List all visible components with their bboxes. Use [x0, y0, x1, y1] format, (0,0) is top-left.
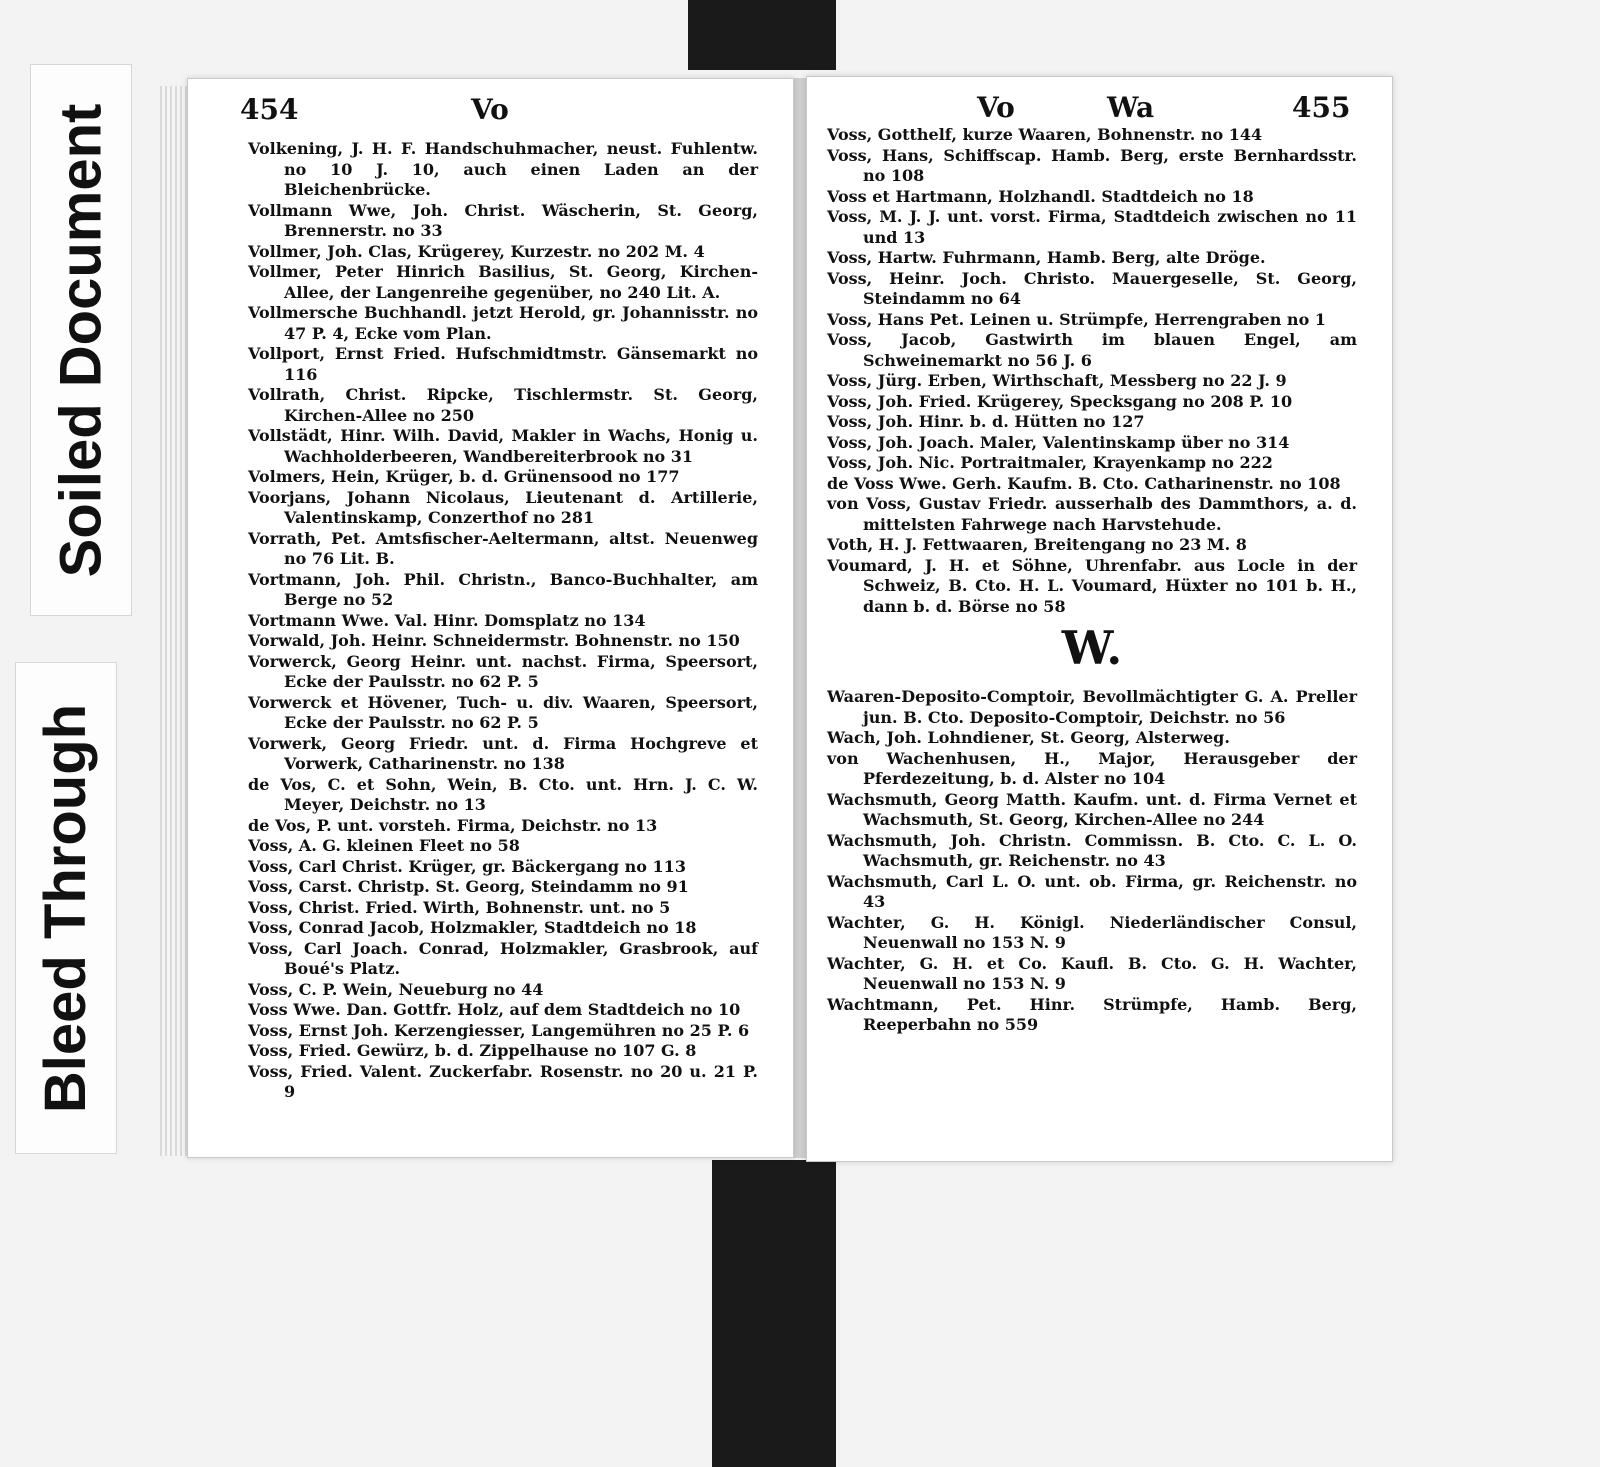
- directory-entry: Voss, Carl Christ. Krüger, gr. Bäckergang no 113: [248, 856, 686, 876]
- directory-entry: Wach, Joh. Lohndiener, St. Georg, Alsterweg.: [827, 728, 1230, 747]
- directory-entry: Voss, Heinr. Joch. Christo. Mauergeselle, St. Georg, Steindamm no 64: [827, 268, 1357, 308]
- directory-entry: Voorjans, Johann Nicolaus, Lieutenant d. Artillerie, Valentinskamp, Conzerthof no 281: [248, 487, 758, 527]
- directory-entry: Wachter, G. H. et Co. Kaufl. B. Cto. G. H. Wachter, Neuenwall no 153 N. 9: [827, 953, 1357, 993]
- directory-entry: Vorwerck, Georg Heinr. unt. nachst. Firma, Speersort, Ecke der Paulsstr. no 62 P. 5: [248, 651, 758, 691]
- directory-entry: Wachtmann, Pet. Hinr. Strümpfe, Hamb. Berg, Reeperbahn no 559: [827, 994, 1357, 1034]
- directory-entry: Voss, Fried. Gewürz, b. d. Zippelhause no 107 G. 8: [248, 1041, 697, 1060]
- directory-entry: Voss, Conrad Jacob, Holzmakler, Stadtdeich no 18: [248, 918, 697, 937]
- directory-entry: Voss, Hartw. Fuhrmann, Hamb. Berg, alte Dröge.: [827, 248, 1266, 267]
- film-strip-top: [688, 0, 836, 70]
- directory-entry: Waaren-Deposito-Comptoir, Bevollmächtigter G. A. Preller jun. B. Cto. Deposito-Comptoir, Deichstr. no 56: [827, 687, 1357, 727]
- right-page: [806, 76, 1393, 1162]
- directory-entry: Volmers, Hein, Krüger, b. d. Grünensood no 177: [248, 467, 680, 486]
- directory-entry: von Wachenhusen, H., Major, Herausgeber der Pferdezeitung, b. d. Alster no 104: [827, 748, 1357, 788]
- directory-entry: Wachter, G. H. Königl. Niederländischer Consul, Neuenwall no 153 N. 9: [827, 912, 1357, 952]
- directory-entry: Voss Wwe. Dan. Gottfr. Holz, auf dem Stadtdeich no 10: [248, 1000, 741, 1019]
- directory-entry: Vollmer, Joh. Clas, Krügerey, Kurzestr. no 202 M. 4: [248, 241, 705, 261]
- directory-entry: Vorwerck et Hövener, Tuch- u. div. Waaren, Speersort, Ecke der Paulsstr. no 62 P. 5: [248, 692, 758, 732]
- directory-entry: Vollmann Wwe, Joh. Christ. Wäscherin, St. Georg, Brennerstr. no 33: [248, 200, 758, 240]
- right-page-number: 455: [1292, 91, 1351, 124]
- directory-entry: Voss, Jürg. Erben, Wirthschaft, Messberg no 22 J. 9: [827, 371, 1287, 390]
- directory-entry: Voss, Joh. Fried. Krügerey, Specksgang no 208 P. 10: [827, 391, 1293, 411]
- directory-entry: Voss, Ernst Joh. Kerzengiesser, Langemühren no 25 P. 6: [248, 1020, 750, 1040]
- directory-entry: Voss, Joh. Hinr. b. d. Hütten no 127: [827, 412, 1145, 431]
- right-entries-vo: [827, 125, 1357, 617]
- directory-entry: Voss, A. G. kleinen Fleet no 58: [248, 836, 520, 855]
- directory-entry: Voss, Carst. Christp. St. Georg, Steindamm no 91: [248, 877, 689, 896]
- directory-entry: Voss, Hans Pet. Leinen u. Strümpfe, Herrengraben no 1: [827, 309, 1326, 329]
- right-entries-list: [827, 125, 1357, 1036]
- left-page: [187, 78, 794, 1158]
- soiled-document-text: Soiled Document: [48, 103, 114, 577]
- directory-entry: Vollstädt, Hinr. Wilh. David, Makler in Wachs, Honig u. Wachholderbeeren, Wandbereiterbrook no 31: [248, 426, 758, 466]
- directory-entry: Vollrath, Christ. Ripcke, Tischlermstr. St. Georg, Kirchen-Allee no 250: [248, 385, 758, 425]
- directory-entry: Vorwerk, Georg Friedr. unt. d. Firma Hochgreve et Vorwerk, Catharinenstr. no 138: [248, 733, 758, 773]
- directory-entry: Vortmann, Joh. Phil. Christn., Banco-Buchhalter, am Berge no 52: [248, 569, 758, 609]
- directory-entry: Voss, Gotthelf, kurze Waaren, Bohnenstr. no 144: [827, 125, 1263, 144]
- directory-entry: Vollmer, Peter Hinrich Basilius, St. Georg, Kirchen-Allee, der Langenreihe gegenüber, no 240 Lit. A.: [248, 262, 758, 302]
- right-entries-wa: [827, 687, 1357, 1036]
- directory-entry: Vollport, Ernst Fried. Hufschmidtmstr. Gänsemarkt no 116: [248, 344, 758, 384]
- left-entries-list: [248, 139, 758, 1103]
- directory-entry: Voss, Jacob, Gastwirth im blauen Engel, am Schweinemarkt no 56 J. 6: [827, 330, 1357, 370]
- directory-entry: Vortmann Wwe. Val. Hinr. Domsplatz no 134: [248, 610, 646, 630]
- directory-entry: de Vos, P. unt. vorsteh. Firma, Deichstr. no 13: [248, 815, 658, 835]
- directory-entry: Volkening, J. H. F. Handschuhmacher, neust. Fuhlentw. no 10 J. 10, auch einen Laden an der Bleichenbrücke.: [248, 139, 758, 199]
- directory-entry: von Voss, Gustav Friedr. ausserhalb des Dammthors, a. d. mittelsten Fahrwege nach Harvstehude.: [827, 494, 1357, 534]
- directory-entry: Voss, Hans, Schiffscap. Hamb. Berg, erste Bernhardsstr. no 108: [827, 145, 1357, 185]
- right-page-running-head-right: Wa: [1107, 91, 1155, 124]
- directory-entry: Vollmersche Buchhandl. jetzt Herold, gr. Johannisstr. no 47 P. 4, Ecke vom Plan.: [248, 303, 758, 343]
- directory-entry: Voss, Joh. Nic. Portraitmaler, Krayenkamp no 222: [827, 453, 1273, 472]
- film-strip-bottom: [712, 1160, 836, 1467]
- book-page-edges: [160, 86, 190, 1156]
- directory-entry: Voss et Hartmann, Holzhandl. Stadtdeich no 18: [827, 186, 1254, 206]
- directory-entry: Wachsmuth, Carl L. O. unt. ob. Firma, gr. Reichenstr. no 43: [827, 871, 1357, 911]
- directory-entry: de Vos, C. et Sohn, Wein, B. Cto. unt. Hrn. J. C. W. Meyer, Deichstr. no 13: [248, 774, 758, 814]
- directory-entry: Voss, Christ. Fried. Wirth, Bohnenstr. unt. no 5: [248, 897, 671, 917]
- directory-entry: Voss, M. J. J. unt. vorst. Firma, Stadtdeich zwischen no 11 und 13: [827, 207, 1357, 247]
- directory-entry: Wachsmuth, Joh. Christn. Commissn. B. Cto. C. L. O. Wachsmuth, gr. Reichenstr. no 43: [827, 830, 1357, 870]
- left-page-number: 454: [240, 93, 299, 126]
- bleed-through-label: [15, 662, 117, 1154]
- section-letter: W.: [1061, 621, 1123, 675]
- directory-entry: Voss, Fried. Valent. Zuckerfabr. Rosenstr. no 20 u. 21 P. 9: [248, 1061, 758, 1101]
- left-page-running-head: Vo: [471, 93, 509, 126]
- right-page-running-head-left: Vo: [977, 91, 1015, 124]
- bleed-through-text: Bleed Through: [33, 703, 99, 1113]
- directory-entry: de Voss Wwe. Gerh. Kaufm. B. Cto. Catharinenstr. no 108: [827, 473, 1341, 493]
- directory-entry: Voumard, J. H. et Söhne, Uhrenfabr. aus Locle in der Schweiz, B. Cto. H. L. Voumard, Hüxter no 101 b. H., dann b. d. Börse no 58: [827, 555, 1357, 616]
- soiled-document-label: [30, 64, 132, 616]
- left-page-header: [188, 93, 793, 133]
- directory-entry: Vorrath, Pet. Amtsfischer-Aeltermann, altst. Neuenweg no 76 Lit. B.: [248, 528, 758, 568]
- directory-entry: Wachsmuth, Georg Matth. Kaufm. unt. d. Firma Vernet et Wachsmuth, St. Georg, Kirchen-Allee no 244: [827, 789, 1357, 829]
- directory-entry: Voss, Carl Joach. Conrad, Holzmakler, Grasbrook, auf Boué's Platz.: [248, 938, 758, 978]
- directory-entry: Voss, C. P. Wein, Neueburg no 44: [248, 979, 544, 999]
- directory-entry: Voss, Joh. Joach. Maler, Valentinskamp über no 314: [827, 432, 1290, 452]
- directory-entry: Voth, H. J. Fettwaaren, Breitengang no 23 M. 8: [827, 535, 1247, 554]
- directory-entry: Vorwald, Joh. Heinr. Schneidermstr. Bohnenstr. no 150: [248, 631, 740, 650]
